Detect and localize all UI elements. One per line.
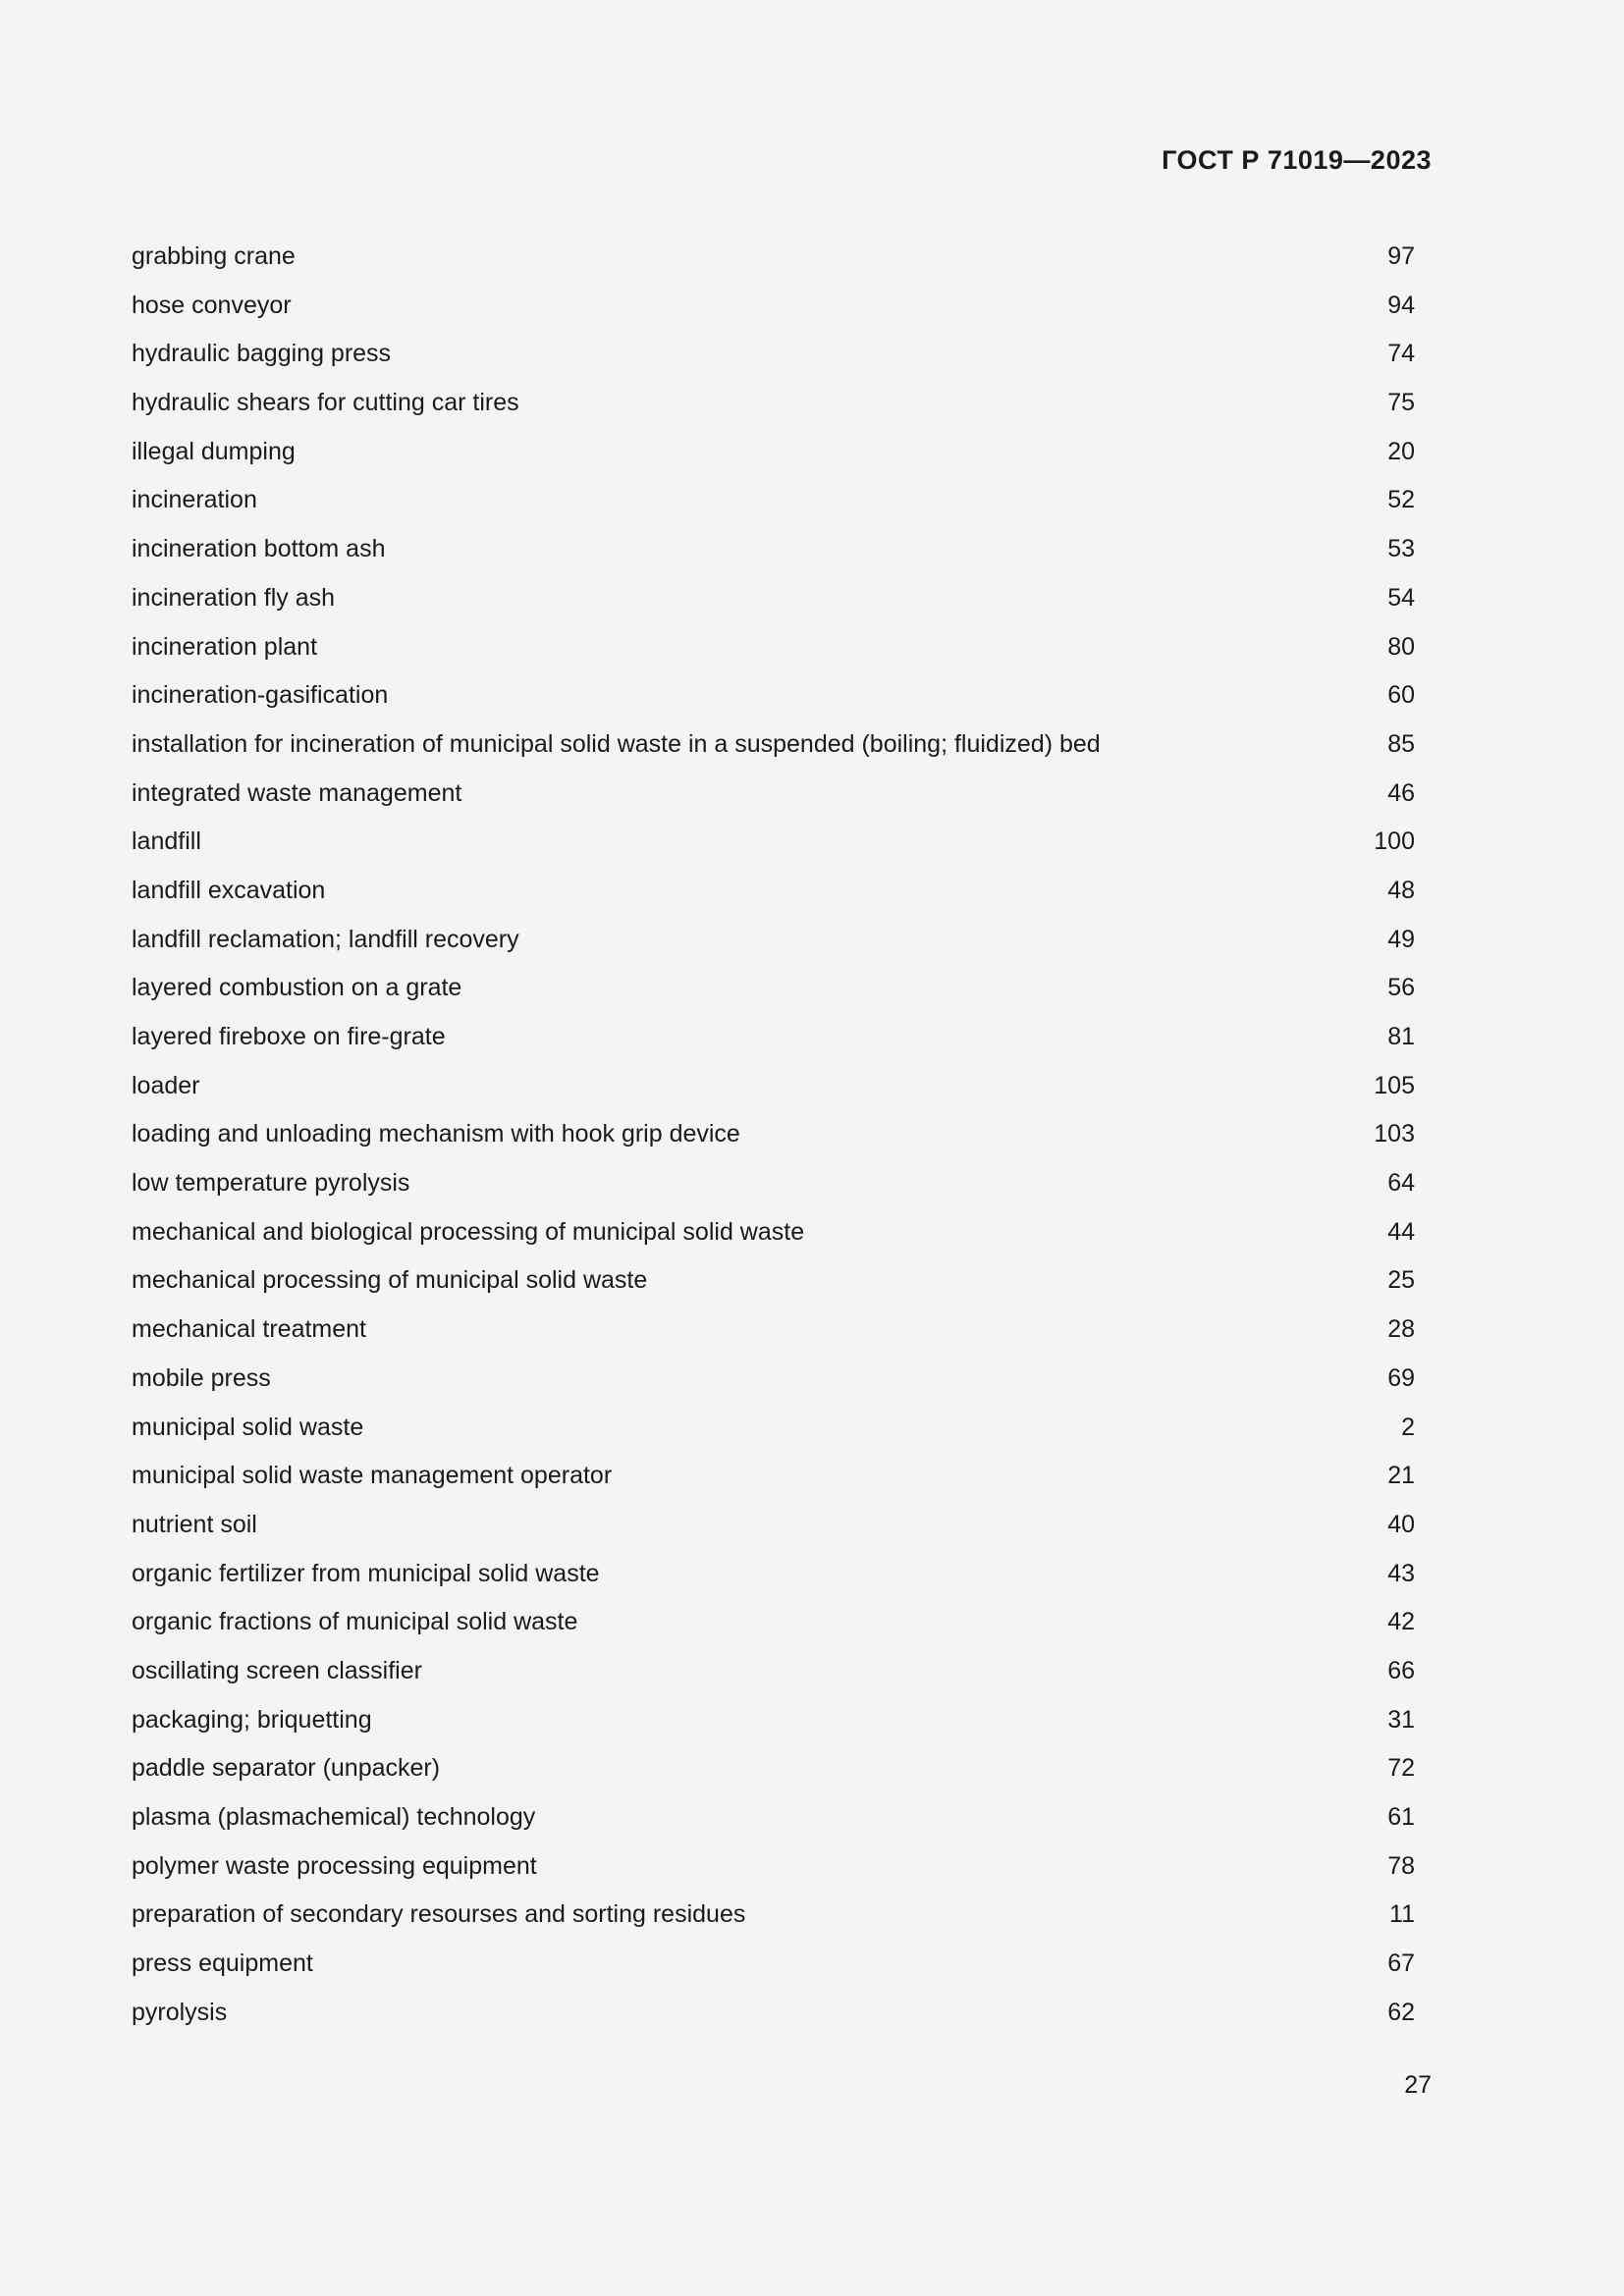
index-reference-number: 20 <box>1387 437 1415 465</box>
index-entry <box>132 1305 1415 1354</box>
index-entry <box>132 1695 1415 1744</box>
index-term: incineration fly ash <box>132 583 336 612</box>
index-entry <box>132 866 1415 915</box>
index-reference-number: 42 <box>1387 1608 1415 1636</box>
index-entry <box>132 1207 1415 1256</box>
index-reference-number: 78 <box>1387 1851 1415 1880</box>
index-term: integrated waste management <box>132 778 462 807</box>
index-reference-number: 97 <box>1387 242 1415 270</box>
index-term: mobile press <box>132 1363 271 1392</box>
index-entry <box>132 1792 1415 1842</box>
index-term: grabbing crane <box>132 242 296 270</box>
index-reference-number: 28 <box>1387 1315 1415 1344</box>
index-entry <box>132 524 1415 573</box>
index-term: pyrolysis <box>132 1998 228 2026</box>
index-entry <box>132 1451 1415 1500</box>
index-reference-number: 49 <box>1387 925 1415 953</box>
index-reference-number: 103 <box>1374 1120 1415 1148</box>
index-entry <box>132 1061 1415 1110</box>
index-reference-number: 56 <box>1387 974 1415 1002</box>
page-number: 27 <box>1404 2071 1432 2099</box>
index-reference-number: 67 <box>1387 1949 1415 1978</box>
index-term: incineration plant <box>132 632 318 661</box>
index-term: installation for incineration of municipal solid waste in a suspended (boiling; fluidized) bed <box>132 729 1101 758</box>
index-reference-number: 66 <box>1387 1656 1415 1684</box>
index-reference-number: 52 <box>1387 486 1415 514</box>
index-entry <box>132 1597 1415 1646</box>
index-term: municipal solid waste <box>132 1413 364 1441</box>
index-entry <box>132 378 1415 427</box>
index-term: loader <box>132 1071 200 1099</box>
index-term: oscillating screen classifier <box>132 1656 422 1684</box>
index-entry <box>132 1255 1415 1305</box>
index-reference-number: 85 <box>1387 729 1415 758</box>
index-entry <box>132 427 1415 476</box>
index-reference-number: 69 <box>1387 1363 1415 1392</box>
index-reference-number: 80 <box>1387 632 1415 661</box>
index-term: municipal solid waste management operator <box>132 1462 613 1490</box>
index-reference-number: 2 <box>1401 1413 1415 1441</box>
index-reference-number: 43 <box>1387 1559 1415 1587</box>
index-term: low temperature pyrolysis <box>132 1169 410 1198</box>
index-term: loading and unloading mechanism with hook grip device <box>132 1120 740 1148</box>
index-reference-number: 11 <box>1389 1900 1415 1929</box>
index-term: hydraulic shears for cutting car tires <box>132 389 519 417</box>
index-entry <box>132 281 1415 330</box>
index-reference-number: 62 <box>1387 1998 1415 2026</box>
index-reference-number: 25 <box>1387 1266 1415 1295</box>
index-term: organic fractions of municipal solid waste <box>132 1608 578 1636</box>
index-term: layered combustion on a grate <box>132 974 462 1002</box>
index-term: hose conveyor <box>132 291 292 319</box>
index-term: organic fertilizer from municipal solid waste <box>132 1559 600 1587</box>
index-reference-number: 75 <box>1387 389 1415 417</box>
index-reference-number: 53 <box>1387 535 1415 563</box>
index-entry <box>132 1158 1415 1207</box>
index-entry <box>132 915 1415 964</box>
index-term: incineration-gasification <box>132 681 389 710</box>
index-entry <box>132 475 1415 524</box>
index-entry <box>132 1109 1415 1158</box>
index-entry <box>132 573 1415 622</box>
index-term: preparation of secondary resourses and sorting residues <box>132 1900 746 1929</box>
index-reference-number: 40 <box>1387 1510 1415 1538</box>
index-reference-number: 81 <box>1387 1023 1415 1050</box>
index-term: press equipment <box>132 1949 313 1978</box>
index-term: illegal dumping <box>132 437 296 465</box>
index-reference-number: 64 <box>1387 1169 1415 1198</box>
index-entry <box>132 232 1415 281</box>
alphabetical-index <box>132 232 1415 2036</box>
index-term: incineration <box>132 486 257 514</box>
index-term: paddle separator (unpacker) <box>132 1754 441 1783</box>
index-entry <box>132 1646 1415 1695</box>
index-reference-number: 48 <box>1387 876 1415 904</box>
index-entry <box>132 1354 1415 1403</box>
index-entry <box>132 1403 1415 1452</box>
index-reference-number: 100 <box>1374 828 1415 856</box>
index-term: nutrient soil <box>132 1510 257 1538</box>
index-term: plasma (plasmachemical) technology <box>132 1803 536 1831</box>
index-entry <box>132 1549 1415 1598</box>
index-entry <box>132 1988 1415 2037</box>
index-reference-number: 44 <box>1387 1217 1415 1246</box>
index-entry <box>132 1890 1415 1939</box>
index-entry <box>132 1012 1415 1061</box>
document-header: ГОСТ Р 71019—2023 <box>1162 145 1432 175</box>
index-term: landfill <box>132 828 201 856</box>
index-entry <box>132 329 1415 378</box>
index-entry <box>132 720 1415 769</box>
index-entry <box>132 670 1415 720</box>
index-term: landfill reclamation; landfill recovery <box>132 925 519 953</box>
index-reference-number: 72 <box>1387 1754 1415 1783</box>
index-reference-number: 21 <box>1387 1462 1415 1490</box>
index-reference-number: 31 <box>1387 1705 1415 1734</box>
index-entry <box>132 817 1415 866</box>
index-entry <box>132 1842 1415 1891</box>
index-term: landfill excavation <box>132 876 326 904</box>
index-entry <box>132 1500 1415 1549</box>
index-reference-number: 60 <box>1387 681 1415 710</box>
index-reference-number: 94 <box>1387 291 1415 319</box>
index-term: mechanical and biological processing of municipal solid waste <box>132 1217 805 1246</box>
index-entry <box>132 622 1415 671</box>
index-term: hydraulic bagging press <box>132 340 392 368</box>
index-term: layered fireboxe on fire-grate <box>132 1023 446 1050</box>
index-term: incineration bottom ash <box>132 535 386 563</box>
index-entry <box>132 963 1415 1012</box>
index-reference-number: 74 <box>1387 340 1415 368</box>
index-reference-number: 61 <box>1387 1803 1415 1831</box>
index-reference-number: 105 <box>1374 1071 1415 1099</box>
index-entry <box>132 1743 1415 1792</box>
index-term: mechanical processing of municipal solid waste <box>132 1266 648 1295</box>
index-term: mechanical treatment <box>132 1315 367 1344</box>
index-term: packaging; briquetting <box>132 1705 372 1734</box>
index-reference-number: 54 <box>1387 583 1415 612</box>
index-entry <box>132 769 1415 818</box>
index-reference-number: 46 <box>1387 778 1415 807</box>
index-entry <box>132 1939 1415 1988</box>
index-term: polymer waste processing equipment <box>132 1851 537 1880</box>
